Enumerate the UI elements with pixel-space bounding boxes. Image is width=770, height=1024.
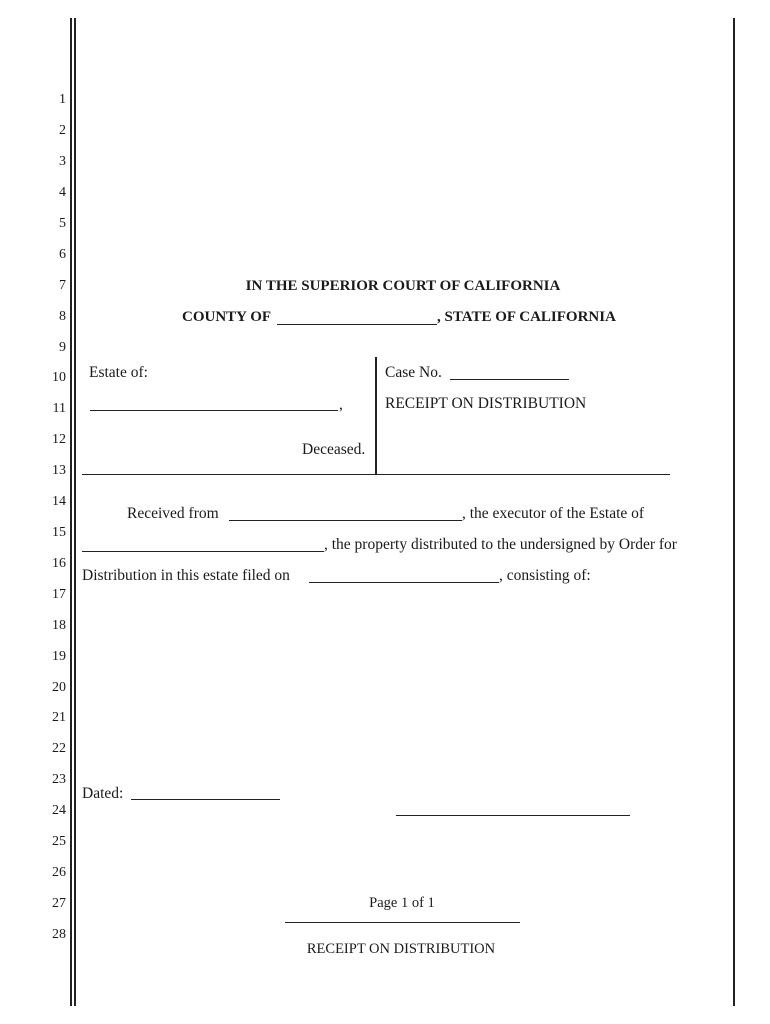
line-number: 16 xyxy=(52,556,66,571)
line-number: 28 xyxy=(52,927,66,942)
county-suffix: , STATE OF CALIFORNIA xyxy=(437,309,616,325)
dated-label: Dated: xyxy=(82,785,124,802)
line-number: 9 xyxy=(59,340,66,355)
left-margin-rule-outer xyxy=(70,18,72,1006)
estate-name-field[interactable] xyxy=(82,551,324,552)
case-no-label: Case No. xyxy=(385,364,442,381)
line-number: 27 xyxy=(52,896,66,911)
estate-of-label: Estate of: xyxy=(89,364,148,381)
line-number: 22 xyxy=(52,741,66,756)
executor-of-text: , the executor of the Estate of xyxy=(462,505,645,522)
distribution-filed-text: Distribution in this estate filed on xyxy=(82,567,290,584)
county-prefix: COUNTY OF xyxy=(182,309,272,325)
line-number: 25 xyxy=(52,834,66,849)
line-number: 1 xyxy=(59,92,66,107)
footer-title: RECEIPT ON DISTRIBUTION xyxy=(306,941,496,957)
right-margin-rule xyxy=(733,18,735,1006)
line-number: 6 xyxy=(59,247,66,262)
signature-line[interactable] xyxy=(396,815,630,816)
decedent-name-comma: , xyxy=(339,396,343,413)
consisting-of-text: , consisting of: xyxy=(499,567,591,584)
line-number: 12 xyxy=(52,432,66,447)
line-number: 13 xyxy=(52,463,66,478)
dated-field[interactable] xyxy=(131,799,280,800)
line-number: 23 xyxy=(52,772,66,787)
line-number: 7 xyxy=(59,278,66,293)
line-number: 11 xyxy=(52,401,66,416)
received-from-text: Received from xyxy=(127,505,219,522)
line-number: 17 xyxy=(52,587,66,602)
caption-divider xyxy=(375,357,377,474)
court-title: IN THE SUPERIOR COURT OF CALIFORNIA xyxy=(245,278,561,294)
line-number: 24 xyxy=(52,803,66,818)
filing-date-field[interactable] xyxy=(309,582,499,583)
line-number: 20 xyxy=(52,680,66,695)
document-title: RECEIPT ON DISTRIBUTION xyxy=(385,395,587,412)
line-number: 21 xyxy=(52,710,66,725)
footer-rule xyxy=(285,922,520,923)
decedent-name-field[interactable] xyxy=(90,410,338,411)
executor-name-field[interactable] xyxy=(229,520,462,521)
county-name-field[interactable] xyxy=(277,324,437,325)
line-number: 3 xyxy=(59,154,66,169)
line-number: 10 xyxy=(52,370,66,385)
left-margin-rule-inner xyxy=(74,18,76,1006)
deceased-label: Deceased. xyxy=(302,441,366,458)
caption-bottom-rule xyxy=(82,474,670,475)
line-number: 15 xyxy=(52,525,66,540)
line-number: 2 xyxy=(59,123,66,138)
line-number: 14 xyxy=(52,494,66,509)
line-number: 26 xyxy=(52,865,66,880)
line-number: 18 xyxy=(52,618,66,633)
line-number: 19 xyxy=(52,649,66,664)
property-distributed-text: , the property distributed to the undersigned by Order for xyxy=(324,536,677,553)
page-indicator: Page 1 of 1 xyxy=(369,895,435,911)
case-number-field[interactable] xyxy=(450,379,569,380)
line-number: 5 xyxy=(59,216,66,231)
line-number: 4 xyxy=(59,185,66,200)
line-number: 8 xyxy=(59,309,66,324)
